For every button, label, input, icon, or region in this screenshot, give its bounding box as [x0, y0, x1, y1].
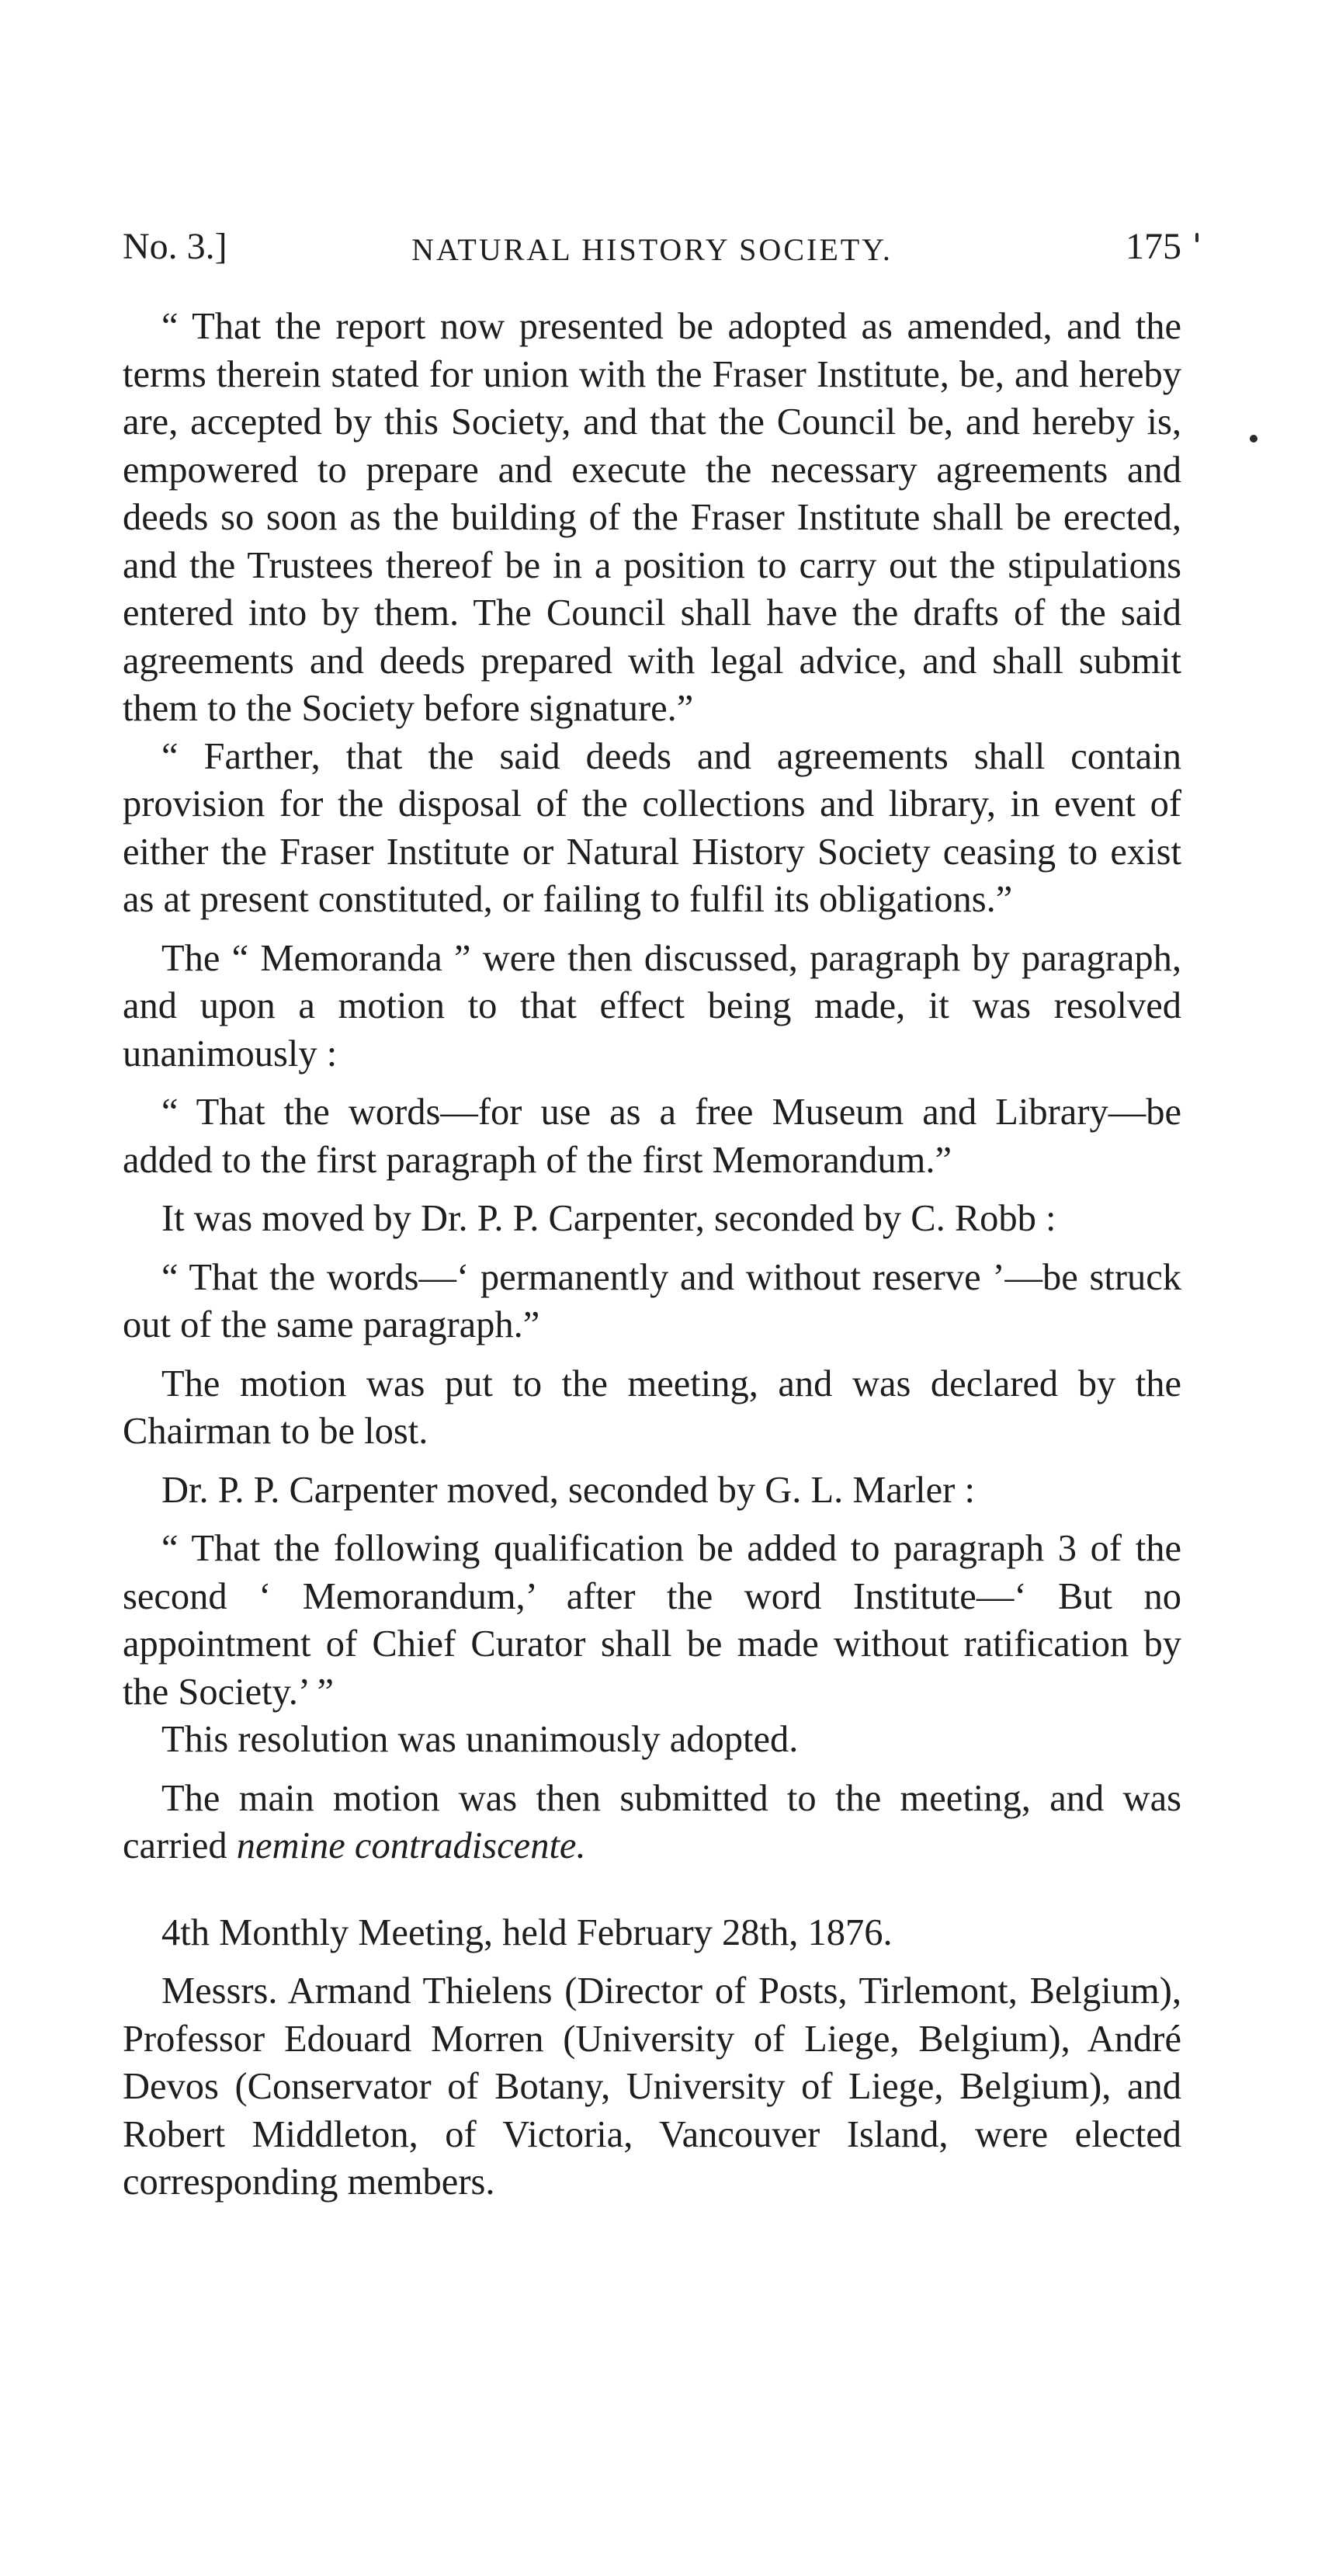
print-speck [1250, 435, 1257, 443]
carpenter-motion-paragraph: It was moved by Dr. P. P. Carpenter, seconded by C. Robb : [161, 1198, 1056, 1239]
page-number: 175 [1126, 226, 1181, 267]
memoranda-discussion-paragraph: The “ Memoranda ” were then discussed, paragraph by paragraph, and upon a motion to that effect being made, it was resolved unanimously : [123, 937, 1181, 1074]
print-speck [1195, 233, 1199, 242]
carpenter-marler-paragraph: Dr. P. P. Carpenter moved, seconded by G. L. Marler : [161, 1469, 975, 1511]
main-motion-text: The main motion was then submitted to the meeting, and was carried [123, 1777, 1181, 1866]
resolution-paragraph: “ That the report now presented be adopted as amended, and the terms therein stated for union with the Fraser Institute, be, and hereby are, accepted by this Society, and that the Council be, and hereby is, empowered to prepare and execute the necessary agreements and deeds so soon as the building of the Fraser Institute shall be erected, and the Trustees thereof be in a position to carry out the stipulations entered into by them. The Council shall have the drafts of the said agreements and deeds prepared with legal advice, and shall submit them to the Society before signature.” [123, 306, 1181, 729]
nemine-contradiscente: nemine contradiscente. [236, 1825, 586, 1866]
museum-library-resolution: “ That the words—for use as a free Museum and Library—be added to the first paragraph of the first Memorandum.” [123, 1092, 1181, 1181]
meeting-heading: 4th Monthly Meeting, held February 28th, 1876. [161, 1911, 893, 1953]
adopted-paragraph: This resolution was unanimously adopted. [161, 1719, 799, 1760]
chief-curator-resolution: “ That the following qualification be added to paragraph 3 of the second ‘ Memorandum,’ after the word Institute—‘ But no appointment of Chief Curator shall be made without ratification by the Society.’ ” [123, 1528, 1181, 1713]
corresponding-members-paragraph: Messrs. Armand Thielens (Director of Posts, Tirlemont, Belgium), Professor Edouard Morren (University of Liege, Belgium), André Devos (Conservator of Botany, University of Liege, Belgium), and Robert Middleton, of Victoria, Vancouver Island, were elected corresponding members. [123, 1970, 1181, 2203]
body-text [123, 303, 1181, 2206]
journal-title: NATURAL HISTORY SOCIETY. [411, 232, 893, 267]
motion-lost-paragraph: The motion was put to the meeting, and was declared by the Chairman to be lost. [123, 1363, 1181, 1452]
main-motion-paragraph [123, 1775, 1181, 1870]
running-head [123, 225, 1181, 287]
issue-number: No. 3.] [123, 226, 227, 267]
permanently-reserve-resolution: “ That the words—‘ permanently and without reserve ’—be struck out of the same paragraph.” [123, 1256, 1181, 1345]
document-page [123, 225, 1181, 2217]
resolution-proviso-paragraph: “ Farther, that the said deeds and agreements shall contain provision for the disposal of the collections and library, in event of either the Fraser Institute or Natural History Society ceasing to exist as at present constituted, or failing to fulfil its obligations.” [123, 735, 1181, 920]
